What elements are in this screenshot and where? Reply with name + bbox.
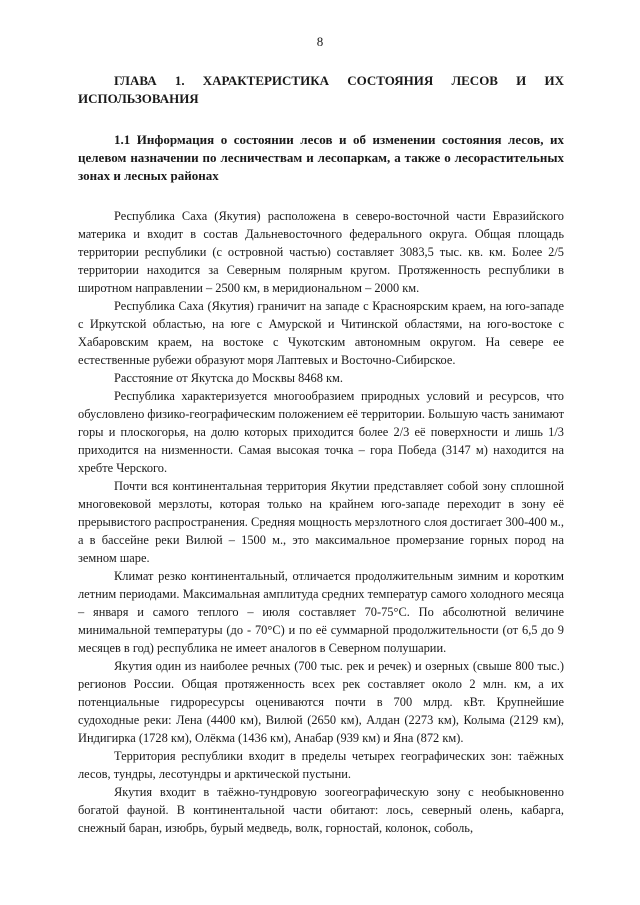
paragraph: Якутия входит в таёжно-тундровую зоогеографическую зону с необыкновенно богатой фауной. В континентальной части обитают: лось, северный олень, кабарга, снежный баран, изюбрь, бурый медведь, волк, горностай, колонок, соболь, (78, 785, 564, 835)
paragraph: Республика характеризуется многообразием природных условий и ресурсов, что обусловлено физико-географическим положением её территории. Большую часть занимают горы и плоскогорья, на долю которых приходится более 2/3 её поверхности и лишь 1/3 приходится на низменности. Самая высокая точка – гора Победа (3147 м) находится на хребте Черского. (78, 389, 564, 475)
paragraph: Расстояние от Якутска до Москвы 8468 км. (114, 371, 343, 385)
section-title: 1.1 Информация о состоянии лесов и об изменении состояния лесов, их целевом назначении по лесничествам и лесопаркам, а также о лесорастительных зонах и лесных районах (78, 132, 564, 183)
page-content (78, 72, 564, 837)
paragraph: Почти вся континентальная территория Якутии представляет собой зону сплошной многовековой мерзлоты, которая только на крайнем юго-западе переходит в зону её прерывистого распространения. Средняя мощность мерзлотного слоя достигает 300-400 м., а в бассейне реки Вилюй – 1500 м., это максимальное промерзание горных пород на земном шаре. (78, 479, 564, 565)
paragraph: Республика Саха (Якутия) расположена в северо-восточной части Евразийского материка и входит в состав Дальневосточного федерального округа. Общая площадь территории республики (с островной частью) составляет 3083,5 тыс. кв. км. Более 2/5 территории находится за Северным полярным кругом. Протяженность республики в широтном направлении – 2500 км, в меридиональном – 2000 км. (78, 209, 564, 295)
paragraph: Территория республики входит в пределы четырех географических зон: таёжных лесов, тундры, лесотундры и арктической пустыни. (78, 749, 564, 781)
paragraph: Якутия один из наиболее речных (700 тыс. рек и речек) и озерных (свыше 800 тыс.) регионов России. Общая протяженность всех рек составляет около 2 млн. км, а их потенциальные гидроресурсы оцениваются почти в 700 млрд. кВт. Крупнейшие судоходные реки: Лена (4400 км), Вилюй (2650 км), Алдан (2273 км), Колыма (2129 км), Индигирка (1728 км), Олёкма (1436 км), Анабар (939 км) и Яна (872 км). (78, 659, 564, 745)
chapter-title: ГЛАВА 1. ХАРАКТЕРИСТИКА СОСТОЯНИЯ ЛЕСОВ И ИХ ИСПОЛЬЗОВАНИЯ (78, 73, 564, 106)
page-number: 8 (316, 34, 324, 49)
paragraph: Климат резко континентальный, отличается продолжительным зимним и коротким летним периодами. Максимальная амплитуда средних температур самого холодного месяца – января и самого теплого – июля составляет 70-75°С. По абсолютной величине минимальной температуры (до - 70°С) и по её суммарной продолжительности (от 6,5 до 9 месяцев в год) республика не имеет аналогов в Северном полушарии. (78, 569, 564, 655)
paragraph: Республика Саха (Якутия) граничит на западе с Красноярским краем, на юго-западе с Иркутской областью, на юге с Амурской и Читинской областями, на юго-востоке с Хабаровским краем, на востоке с Чукотским автономным округом. На севере ее естественные рубежи образуют моря Лаптевых и Восточно-Сибирское. (78, 299, 564, 367)
